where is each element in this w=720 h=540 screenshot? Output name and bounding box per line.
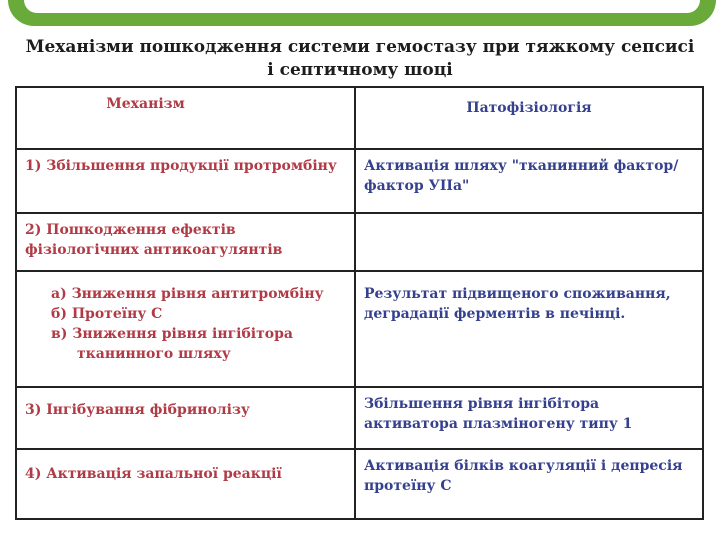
table-header-row [16, 87, 703, 149]
mechanism-cell: 1) Збільшення продукції протромбіну [16, 149, 355, 213]
header-decoration-cap [24, 0, 700, 13]
mechanism-cell: 3) Інгібування фібринолізу [16, 387, 355, 449]
mechanism-subitem: а) Зниження рівня антитромбіну [51, 286, 324, 302]
header-mechanism: Механізм [16, 87, 355, 149]
table-row [16, 149, 703, 213]
mechanism-subitem: б) Протеїну С [51, 306, 163, 322]
mechanisms-table [15, 86, 704, 520]
header-pathophysiology: Патофізіологія [355, 87, 703, 149]
pathophysiology-cell: Результат підвищеного споживання, деградації ферментів в печінці. [355, 271, 703, 387]
mechanism-cell: 2) Пошкодження ефектів фізіологічних антикоагулянтів [16, 213, 355, 271]
table-row [16, 213, 703, 271]
pathophysiology-cell: Активація білків коагуляції і депресія протеїну С [355, 449, 703, 519]
slide-title: Механізми пошкодження системи гемостазу при тяжкому сепсисі і септичному шоці [25, 37, 695, 80]
pathophysiology-cell [355, 213, 703, 271]
table-row [16, 271, 703, 387]
table-row [16, 387, 703, 449]
mechanism-subitem: в) Зниження рівня інгібітора [51, 326, 293, 342]
mechanism-subitem: тканинного шляху [77, 346, 231, 362]
pathophysiology-cell: Збільшення рівня інгібітора активатора плазміногену типу 1 [355, 387, 703, 449]
pathophysiology-cell: Активація шляху "тканинний фактор/фактор УІІа" [355, 149, 703, 213]
mechanism-cell: 4) Активація запальної реакції [16, 449, 355, 519]
table-row [16, 449, 703, 519]
mechanism-cell [16, 271, 355, 387]
